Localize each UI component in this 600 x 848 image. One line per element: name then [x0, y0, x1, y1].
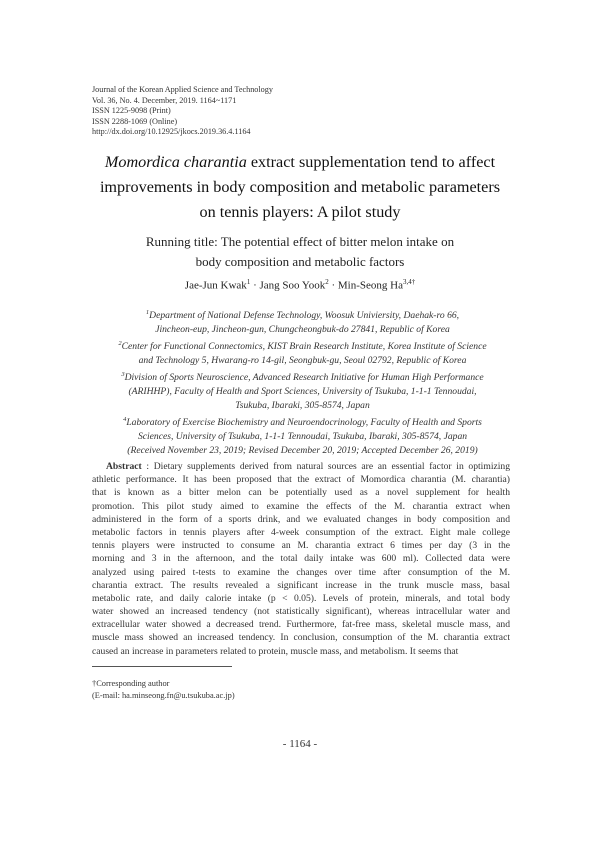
received-dates: (Received November 23, 2019; Revised December 20, 2019; Accepted December 26, 2019): [127, 444, 478, 456]
page-number: - 1164 -: [282, 738, 318, 750]
author-affil-sup: 1: [246, 278, 251, 286]
issn-online: ISSN 2288-1069 (Online): [92, 116, 178, 126]
author-affil-sup: 3,4†: [402, 278, 416, 286]
author-list: [80, 275, 520, 293]
abstract-line: that is known as a bitter melon can be potentially used as a novel supplement for health: [92, 487, 510, 499]
abstract-line: analyzed using paired t-tests to examine the changes over time after consumption of the M.: [92, 566, 510, 578]
abstract-line: water showed an increased tendency (not statistically significant), whereas intracellular water and: [92, 606, 510, 618]
abstract-line: caused an increase in parameters related to protein, muscle mass, and metabolism. It seems that: [92, 645, 459, 657]
abstract-line: morning and 3 in the afternoon, and the total daily intake was 600 ml). Collected data were: [92, 553, 510, 565]
title-line-1: Momordica charantia extract supplementation tend to affect: [104, 153, 496, 171]
author-name: Jang Soo Yook: [259, 279, 326, 292]
abstract-line: promotion. This pilot study aimed to examine the effects of the M. charantia extract when: [92, 500, 510, 512]
abstract-line: extracellular water showed a decreased trend. Furthermore, fat-free mass, skeletal muscle mass, and: [92, 619, 510, 631]
author-separator: ·: [328, 279, 338, 292]
abstract-label: Abstract: [106, 461, 142, 472]
abstract-line: metabolic rate, and daily calorie intake (p < 0.05). Levels of protein, minerals, and total body: [92, 592, 510, 604]
journal-header: [92, 85, 273, 138]
affiliation-1: $^1$Department of National Defense Technology, Woosuk Univiersity, Daehak-ro 66,: [145, 309, 460, 322]
abstract-line: charantia extract. The results revealed a significant increase in the trunk muscle mass, basal: [92, 579, 510, 591]
abstract: [92, 460, 510, 658]
affiliation-2: $^2$Center for Functional Connectomics, KIST Brain Research Institute, Korea Institute of Science: [118, 340, 487, 353]
author-separator: ·: [250, 279, 260, 292]
affiliations: $^1$Department of National Defense Technology, Woosuk Univiersity, Daehak-ro 66, Jincheon-eup, Jincheon-gun, Chungcheongbuk-do 27841, Republic of Korea $^2$Center for Functional Connectomics, KIST Brain Research Institute, Korea Institute of Science and Technology 5, Hwarang-ro 14-gil, Seongbuk-gu, Seoul 02792, Republic of Korea $^3$Division of Sports Neuroscience, Advanced Research Initiative for Human High Performance (ARIHHP), Faculty of Health and Sport Sciences, University of Tsukuba, 1-1-1 Tennoudai, Tsukuba, Ibaraki, 305-8574, Japan $^4$Laboratory of Exercise Biochemistry and Neuroendocrinology, Faculty of Health and Sports Sciences, University of Tsukuba, 1-1-1 Tennoudai, Tsukuba, Ibaraki, 305-8574, Japan (Received November 23, 2019; Revised December 20, 2019; Accepted December 26, 2019): [105, 306, 500, 458]
doi-link[interactable]: http://dx.doi.org/10.12925/jkocs.2019.36.4.1164: [92, 127, 251, 137]
abstract-line: Abstract : Dietary supplements derived from natural sources are an essential factor in optimizing: [106, 461, 510, 472]
abstract-line: metabolic factors in tennis players after 4-week consumption of the extract. Eight male college: [92, 526, 510, 538]
title-species: Momordica charantia: [104, 153, 247, 171]
footnote-divider: [92, 666, 232, 667]
paper-title: [70, 150, 530, 225]
abstract-line: muscle mass showed an increased tendency. In conclusion, consumption of the M. charantia extract: [92, 632, 510, 644]
author-name: Min-Seong Ha: [337, 279, 403, 292]
affiliation-4: $^4$Laboratory of Exercise Biochemistry and Neuroendocrinology, Faculty of Health and Sports: [123, 415, 482, 429]
corresponding-author: †Corresponding author: [92, 679, 170, 688]
corresponding-email[interactable]: (E-mail: ha.minseong.fn@u.tsukuba.ac.jp): [92, 691, 235, 700]
title-line-3: on tennis players: A pilot study: [199, 203, 401, 221]
abstract-line: athletic performance. It has been proposed that the extract of Momordica charantia (M. charantia): [92, 474, 510, 486]
title-line-2: improvements in body composition and metabolic parameters: [99, 178, 501, 196]
abstract-line: tennis players were instructed to consume an M. charantia extract 6 times per day (3 in the: [92, 540, 510, 552]
journal-name: Journal of the Korean Applied Science and Technology: [92, 85, 273, 94]
abstract-line: administered in the form of a sports drink, and we evaluated changes in body composition and: [92, 513, 510, 525]
affiliation-3: $^3$Division of Sports Neuroscience, Advanced Research Initiative for Human High Performance: [121, 371, 484, 384]
author-name: Jae-Jun Kwak: [184, 279, 247, 292]
issn-print: ISSN 1225-9098 (Print): [92, 106, 171, 116]
running-title: Running title: The potential effect of bitter melon intake on body composition and metabolic factors: [145, 234, 455, 269]
footnote: [92, 678, 235, 702]
journal-volume: Vol. 36, No. 4. December, 2019. 1164~1171: [92, 95, 237, 105]
author-affil-sup: 2: [325, 278, 329, 286]
